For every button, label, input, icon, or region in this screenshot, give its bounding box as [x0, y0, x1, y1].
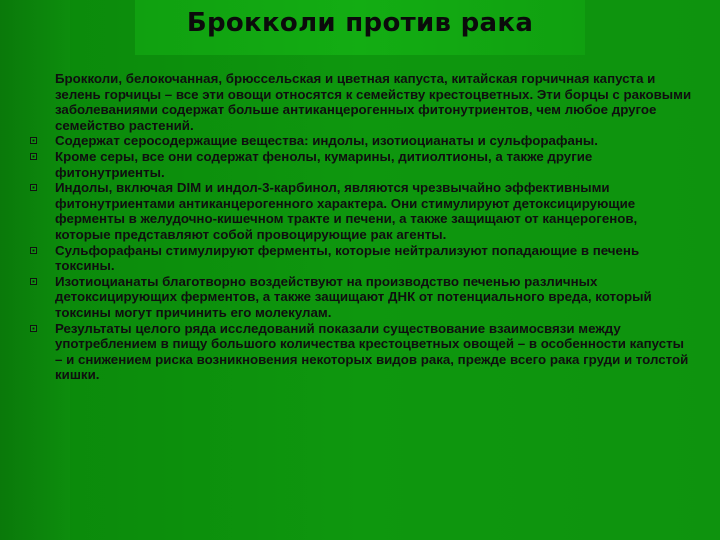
bullet-item-1: [55, 133, 695, 149]
bullet-text-3: Индолы, включая DIM и индол-3-карбинол, являются чрезвычайно эффективными фитонутриентами антиканцерогенного характера. Они стимулируют детоксицирующие ферменты в желудочно-кишечном тракте и печени, а также защищают от канцерогенов, которые представляют собой провоцирующие рак агенты.: [55, 180, 638, 242]
bullet-item-5: [55, 274, 695, 321]
square-bullet-icon: [30, 278, 37, 285]
square-bullet-icon: [30, 153, 37, 160]
bullet-text-1: Содержат серосодержащие вещества: индолы, изотиоцианаты и сульфорафаны.: [55, 133, 598, 149]
intro-paragraph: Брокколи, белокочанная, брюссельская и цветная капуста, китайская горчичная капуста и зелень горчицы – все эти овощи относятся к семейству крестоцветных. Эти борцы с раковыми заболеваниями содержат больше антиканцерогенных фитонутриентов, чем любое другое семейство растений.: [55, 71, 692, 133]
bullet-text-4: Сульфорафаны стимулируют ферменты, которые нейтрализуют попадающие в печень токсины.: [55, 242, 640, 274]
square-bullet-icon: [30, 137, 37, 144]
square-bullet-icon: [30, 184, 37, 191]
slide-body: [55, 71, 695, 383]
bullet-text-6: Результаты целого ряда исследований показали существование взаимосвязи между употреблением в пищу большого количества крестоцветных овощей – в особенности капусты – и снижением риска возникновения некоторых видов рака, прежде всего рака груди и толстой кишки.: [55, 320, 689, 383]
bullet-list: [55, 133, 695, 383]
bullet-item-3: [55, 180, 695, 242]
square-bullet-icon: [30, 325, 37, 332]
slide-title: Брокколи против рака: [186, 8, 534, 38]
bullet-item-2: [55, 149, 695, 180]
bullet-text-5: Изотиоцианаты благотворно воздействуют на производство печенью различных детоксицирующих ферментов, а также защищают ДНК от потенциального вреда, который токсины могут причинить его молекулам.: [55, 273, 652, 320]
bullet-item-6: [55, 321, 695, 383]
bullet-text-2: Кроме серы, все они содержат фенолы, кумарины, дитиолтионы, а также другие фитонутриенты.: [55, 148, 593, 180]
square-bullet-icon: [30, 247, 37, 254]
bullet-item-4: [55, 243, 695, 274]
